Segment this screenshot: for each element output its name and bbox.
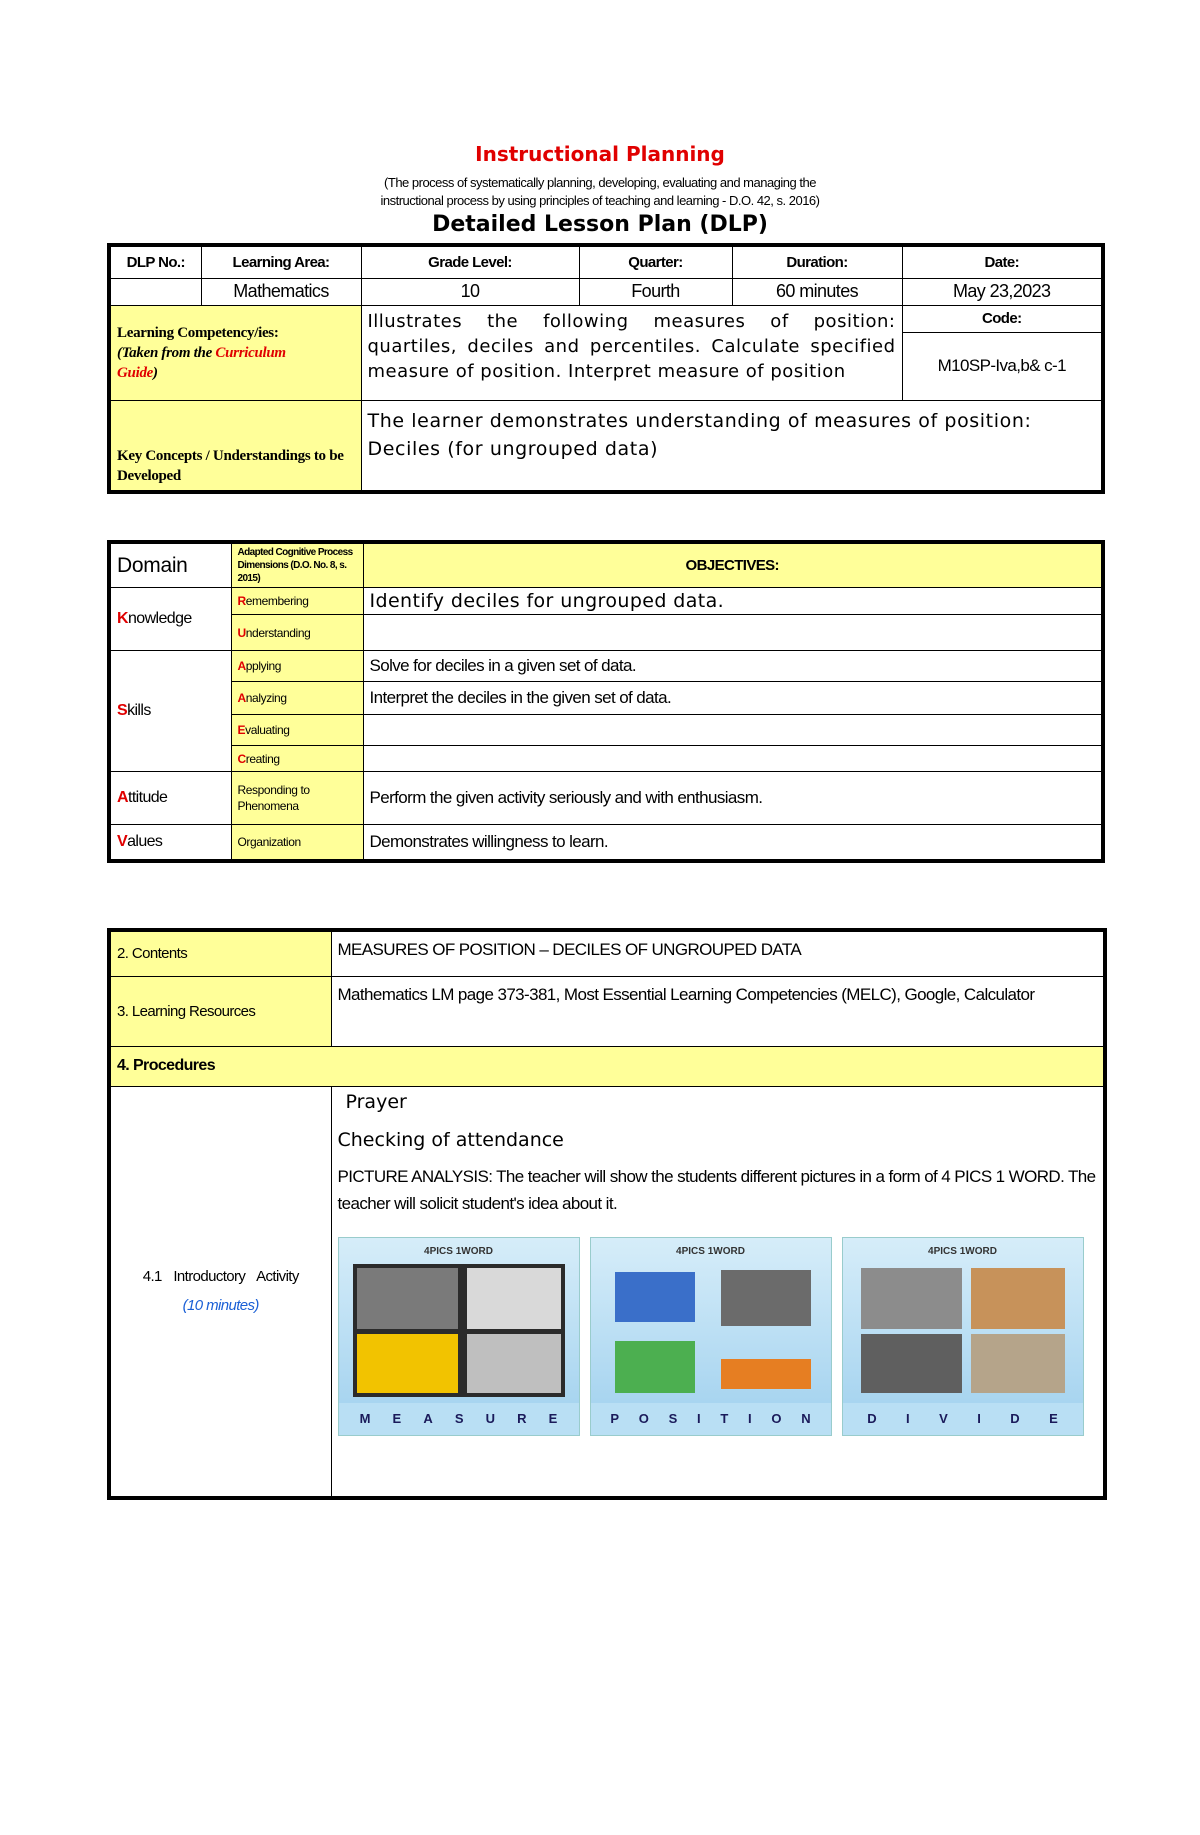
objective-remembering: Identify deciles for ungrouped data. — [363, 588, 1103, 615]
lesson-info-table — [107, 243, 1105, 494]
competency-label-line3: Guide) — [117, 364, 158, 381]
contents-label: 2. Contents — [109, 930, 331, 976]
picture-position: 4PICS 1WORD P O S I T I O N — [590, 1237, 832, 1436]
process-analyzing: Analyzing — [231, 682, 363, 715]
divide-letters: D I V I D E — [843, 1403, 1083, 1435]
process-evaluating: Evaluating — [231, 715, 363, 746]
process-responding: Responding to Phenomena — [231, 772, 363, 825]
quarter-header: Quarter: — [579, 245, 732, 278]
objectives-header: OBJECTIVES: — [363, 542, 1103, 588]
date-value: May 23,2023 — [902, 278, 1103, 305]
process-organization: Organization — [231, 825, 363, 861]
date-header: Date: — [902, 245, 1103, 278]
domain-values: Values — [109, 825, 231, 861]
intro-activity-content — [331, 1086, 1105, 1498]
grade-level-value: 10 — [361, 278, 579, 305]
procedures-table — [107, 928, 1107, 1500]
process-understanding: Understanding — [231, 615, 363, 651]
quarter-value: Fourth — [579, 278, 732, 305]
prayer-text: Prayer — [345, 1090, 407, 1113]
procedures-label: 4. Procedures — [109, 1046, 1105, 1086]
competency-label-line2: (Taken from the Curriculum — [117, 344, 286, 361]
intro-time: (10 minutes) — [182, 1297, 259, 1315]
code-value: M10SP-Iva,b& c-1 — [902, 332, 1103, 400]
domain-attitude: Attitude — [109, 772, 231, 825]
code-header: Code: — [902, 305, 1103, 332]
domain-header: Domain — [109, 542, 231, 588]
measure-photo-grid — [353, 1264, 565, 1397]
process-header: Adapted Cognitive Process Dimensions (D.O. No. 8, s. 2015) — [231, 542, 363, 588]
key-concepts-text: The learner demonstrates understanding of measures of position: Deciles (for ungrouped data) — [361, 400, 1103, 492]
resources-value: Mathematics LM page 373-381, Most Essential Learning Competencies (MELC), Google, Calculator — [331, 976, 1105, 1046]
key-concepts-label: Key Concepts / Understandings to be Developed — [109, 400, 361, 492]
picture-measure: 4PICS 1WORD M E A S U R E — [338, 1237, 580, 1436]
objectives-table — [107, 540, 1105, 863]
learning-area-value: Mathematics — [201, 278, 361, 305]
objective-values: Demonstrates willingness to learn. — [363, 825, 1103, 861]
dlp-no-header: DLP No.: — [109, 245, 201, 278]
objective-attitude: Perform the given activity seriously and with enthusiasm. — [363, 772, 1103, 825]
page-title: Instructional Planning — [475, 142, 725, 166]
process-applying: Applying — [231, 651, 363, 682]
competency-label-line1: Learning Competency/ies: — [117, 324, 279, 341]
learning-area-header: Learning Area: — [201, 245, 361, 278]
dlp-title: Detailed Lesson Plan (DLP) — [432, 212, 768, 237]
domain-skills: Skills — [109, 651, 231, 772]
intro-activity-label: 4.1 Introductory Activity (10 minutes) — [109, 1086, 331, 1498]
process-creating: Creating — [231, 746, 363, 772]
resources-label: 3. Learning Resources — [109, 976, 331, 1046]
picture-divide: 4PICS 1WORD D I V I D E — [842, 1237, 1084, 1436]
contents-value: MEASURES OF POSITION – DECILES OF UNGROUPED DATA — [331, 930, 1105, 976]
grade-level-header: Grade Level: — [361, 245, 579, 278]
subtitle-line-2: instructional process by using principles of teaching and learning - D.O. 42, s. 2016) — [380, 193, 820, 208]
picture-analysis-text: PICTURE ANALYSIS: The teacher will show the students different pictures in a form of 4 PICS 1 WORD. The teacher will solicit student's idea about it. — [337, 1166, 1096, 1213]
process-remembering: Remembering — [231, 588, 363, 615]
competency-text: Illustrates the following measures of position: quartiles, deciles and percentiles. Calculate specified measure of position. Interpret measure of position — [361, 305, 902, 400]
measure-letters: M E A S U R E — [339, 1403, 579, 1435]
objective-analyzing: Interpret the deciles in the given set of data. — [363, 682, 1103, 715]
divide-photo-grid — [857, 1264, 1069, 1397]
attendance-text: Checking of attendance — [337, 1128, 564, 1151]
position-letters: P O S I T I O N — [591, 1403, 831, 1435]
picture-set — [338, 1237, 1098, 1436]
subtitle-line-1: (The process of systematically planning, developing, evaluating and managing the — [384, 175, 816, 190]
objective-evaluating — [363, 715, 1103, 746]
competency-label — [109, 305, 361, 400]
duration-value: 60 minutes — [732, 278, 902, 305]
duration-header: Duration: — [732, 245, 902, 278]
domain-knowledge: Knowledge — [109, 588, 231, 651]
dlp-no-value — [109, 278, 201, 305]
objective-creating — [363, 746, 1103, 772]
position-photo-grid — [605, 1264, 817, 1397]
objective-understanding — [363, 615, 1103, 651]
objective-applying: Solve for deciles in a given set of data. — [363, 651, 1103, 682]
